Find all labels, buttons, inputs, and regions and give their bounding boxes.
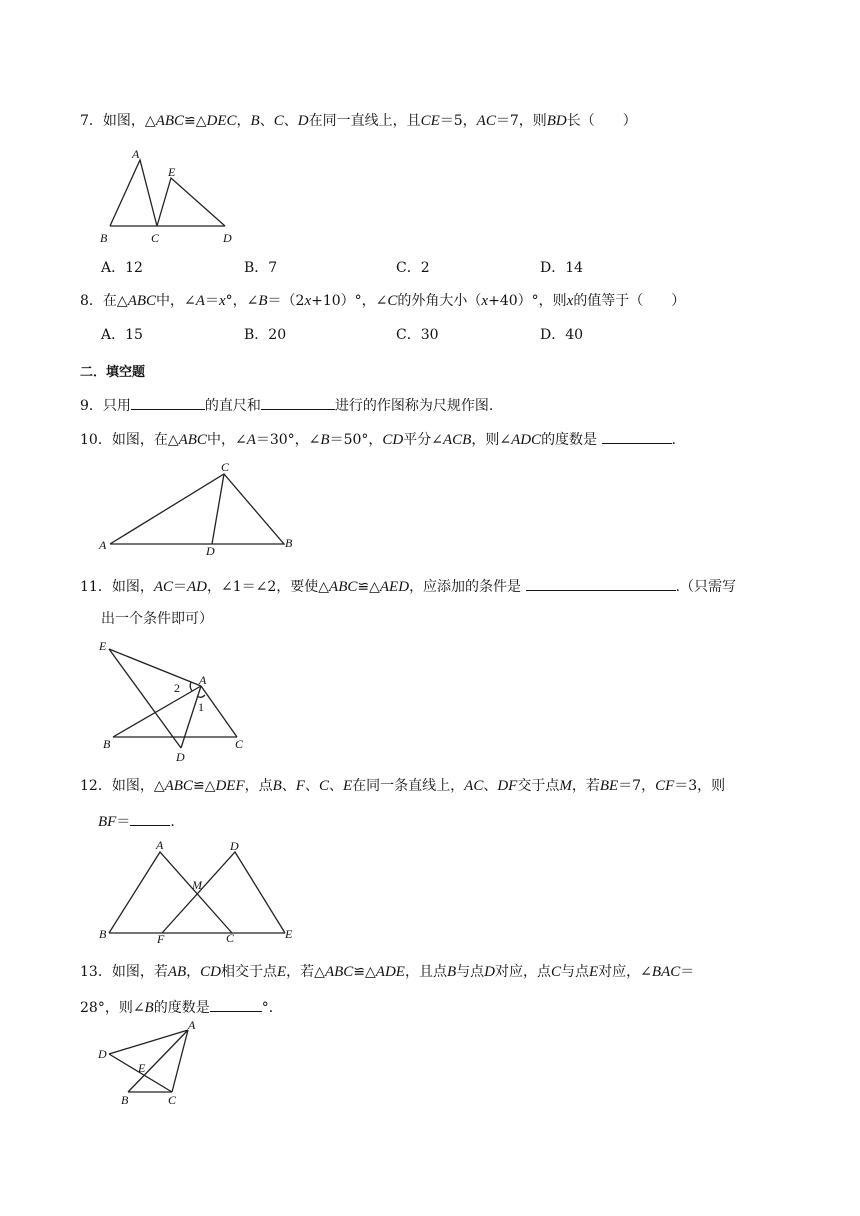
text: 交于点 [517,778,560,794]
math-var: M [559,778,572,794]
label-e: E [99,639,107,653]
label-f: F [157,932,165,946]
text: ，若△ [286,964,325,980]
text: ≌△ [353,964,376,980]
math-var: BAC [651,964,681,980]
answer-blank[interactable] [526,575,676,591]
q7-option-d: D．14 [540,260,584,276]
label-b: B [121,1093,129,1107]
label-b: B [103,737,111,751]
question-13-text-line2 [80,996,283,1018]
text: 的度数是 [153,1000,210,1016]
text: ＝3，则 [674,778,726,794]
text: ，若 [571,778,600,794]
math-var: E [589,964,599,980]
text: 在△ [102,293,128,309]
text: 对应，∠ [598,964,652,980]
text: 只用 [102,398,131,414]
line-ac [172,1030,188,1092]
math-var: A [246,432,256,448]
math-var: C [273,113,284,129]
math-var: B [258,293,268,309]
question-number: 7． [80,113,103,129]
label-c: C [168,1093,177,1107]
math-var: B [250,113,260,129]
text: 的值等于（ ） [573,293,686,309]
text: ＝50°， [329,432,383,448]
math-var: DF [497,778,518,794]
label-c: C [221,460,230,474]
text: 与点 [561,964,589,980]
label-m: M [192,878,202,892]
question-7-text [80,111,637,131]
text: 中，∠ [156,293,196,309]
question-12-text [80,776,725,796]
text: 中，∠ [206,432,247,448]
math-var: DEC [206,113,237,129]
figure-q12 [95,838,305,948]
label-a: A [156,838,164,852]
text: ≌△ [184,113,207,129]
math-var: C [550,964,561,980]
q8-option-d: D．40 [540,327,584,343]
text: 相交于点 [221,964,277,980]
line-ba [113,686,201,737]
text: 、 [304,778,319,794]
text: ，应添加的条件是 [409,579,522,595]
math-var: F [295,778,305,794]
text: 如图，在△ [111,432,179,448]
text: 如图，△ [102,113,156,129]
text: ＝7， [618,778,656,794]
triangle-def [162,852,285,933]
math-var: BF [98,814,117,830]
answer-blank[interactable] [602,428,672,444]
q7-option-a: A．12 [101,260,143,276]
text: ＝ [116,814,131,830]
q7-option-b: B．7 [244,260,278,276]
math-var: A [195,293,205,309]
angle-arc-2 [190,682,192,691]
text: 、 [283,113,298,129]
text: ＝7，则 [495,113,547,129]
math-var: B [144,1000,154,1016]
figure-q10 [98,460,298,558]
math-var: D [297,113,309,129]
math-var: CD [200,964,221,980]
math-var: AD [187,579,207,595]
text: . [170,814,175,830]
text: 28°，则∠ [80,1000,145,1016]
text: 的外角大小（ [397,293,482,309]
math-var: ABC [178,432,207,448]
text: 在同一直线上，且 [308,113,421,129]
question-12-text-line2 [98,810,175,832]
math-var: BE [599,778,619,794]
math-var: ADE [375,964,405,980]
label-d: D [98,1047,107,1061]
q8-option-a: A．15 [101,327,143,343]
text: ＝5， [439,113,477,129]
math-var: AC [153,579,173,595]
math-var: ABC [324,964,354,980]
text: ，则∠ [471,432,512,448]
math-var: D [484,964,495,980]
math-var: B [272,778,282,794]
label-e: E [138,1061,146,1075]
math-var: BD [546,113,567,129]
text: 与点 [456,964,485,980]
text: 、 [259,113,274,129]
figure-q13 [95,1018,205,1108]
text: .（只需写 [675,579,736,595]
triangle-dec [157,178,225,226]
question-13-text [80,962,694,982]
math-var: CD [382,432,404,448]
line-cd [212,474,224,544]
label-b: B [99,927,107,941]
text: +40）°，则 [488,293,567,309]
math-var: ABC [329,579,358,595]
text: °，∠ [225,293,259,309]
math-var: C [387,293,398,309]
question-8-text [80,291,685,311]
label-b: B [100,231,108,245]
triangle-abc [110,160,157,226]
math-var: CE [420,113,440,129]
text: ，∠1＝∠2，要使△ [207,579,330,595]
section-heading: 二．填空题 [80,365,146,380]
text: ≌△ [192,778,216,794]
q8-option-b: B．20 [244,327,287,343]
math-var: AB [167,964,187,980]
triangle-abc [110,474,284,544]
question-number: 10． [80,432,112,448]
text: 、 [281,778,296,794]
math-var: x [218,293,226,309]
text: ＝ [173,579,187,595]
math-var: B [446,964,457,980]
line-ac [201,686,237,737]
answer-blank[interactable] [130,810,170,826]
text: 、 [328,778,343,794]
text: ≌△ [357,579,380,595]
question-number: 9． [80,398,103,414]
text: ，点 [244,778,273,794]
label-a: A [99,538,107,552]
question-9-text [80,394,493,416]
math-var: C [318,778,329,794]
math-var: x [304,293,312,309]
text: 长（ ） [566,113,637,129]
label-e: E [168,165,176,179]
label-a: A [188,1018,196,1032]
math-var: AED [379,579,410,595]
math-var: ABC [127,293,157,309]
math-var: ADC [511,432,542,448]
text: 、 [483,778,498,794]
question-number: 8． [80,293,103,309]
text: 的直尺和 [204,398,261,414]
label-d: D [223,231,232,245]
text: ＝ [204,293,219,309]
answer-blank[interactable] [210,996,262,1012]
text: ，且点 [404,964,447,980]
text: 平分∠ [403,432,443,448]
math-var: E [342,778,353,794]
q7-option-c: C．2 [396,260,430,276]
text: °． [261,1000,283,1016]
text: ＝ [680,964,695,980]
question-number: 12． [80,778,112,794]
math-var: CF [655,778,675,794]
math-var: DEF [215,778,245,794]
label-c: C [151,231,160,245]
text: 如图，若 [111,964,168,980]
question-11-text-line2: 出一个条件即可） [101,611,213,627]
text: ＝（2 [267,293,305,309]
question-number: 11． [80,579,112,595]
text: 在同一条直线上， [352,778,465,794]
figure-q11 [95,638,260,763]
answer-blank[interactable] [261,394,335,410]
math-var: x [566,293,574,309]
math-var: B [320,432,330,448]
text: ， [236,113,251,129]
label-d: D [230,839,239,853]
answer-blank[interactable] [131,394,205,410]
text: +10）°，∠ [311,293,388,309]
text: ＝30°，∠ [255,432,321,448]
label-a: A [199,673,207,687]
label-b: B [285,536,293,550]
text: ， [186,964,201,980]
triangle-abc [109,852,232,933]
q8-option-c: C．30 [396,327,439,343]
math-var: AC [476,113,496,129]
text: 进行的作图称为尺规作图. [334,398,494,414]
label-d: D [206,544,215,558]
math-var: ABC [155,113,185,129]
figure-q7 [95,140,255,250]
label-1: 1 [198,700,204,714]
text: 的度数是 [541,432,598,448]
text: 如图，△ [111,778,165,794]
label-a: A [132,147,140,161]
math-var: E [277,964,287,980]
text: . [671,432,676,448]
label-c: C [226,931,235,945]
math-var: ACB [442,432,472,448]
math-var: AC [464,778,484,794]
math-var: x [481,293,489,309]
question-10-text [80,428,676,450]
label-e: E [285,927,293,941]
label-d: D [176,750,185,764]
label-2: 2 [174,681,180,695]
text: 如图， [111,579,154,595]
label-c: C [235,737,244,751]
question-number: 13． [80,964,112,980]
question-11-text [80,575,736,597]
text: 对应，点 [494,964,551,980]
math-var: ABC [164,778,193,794]
